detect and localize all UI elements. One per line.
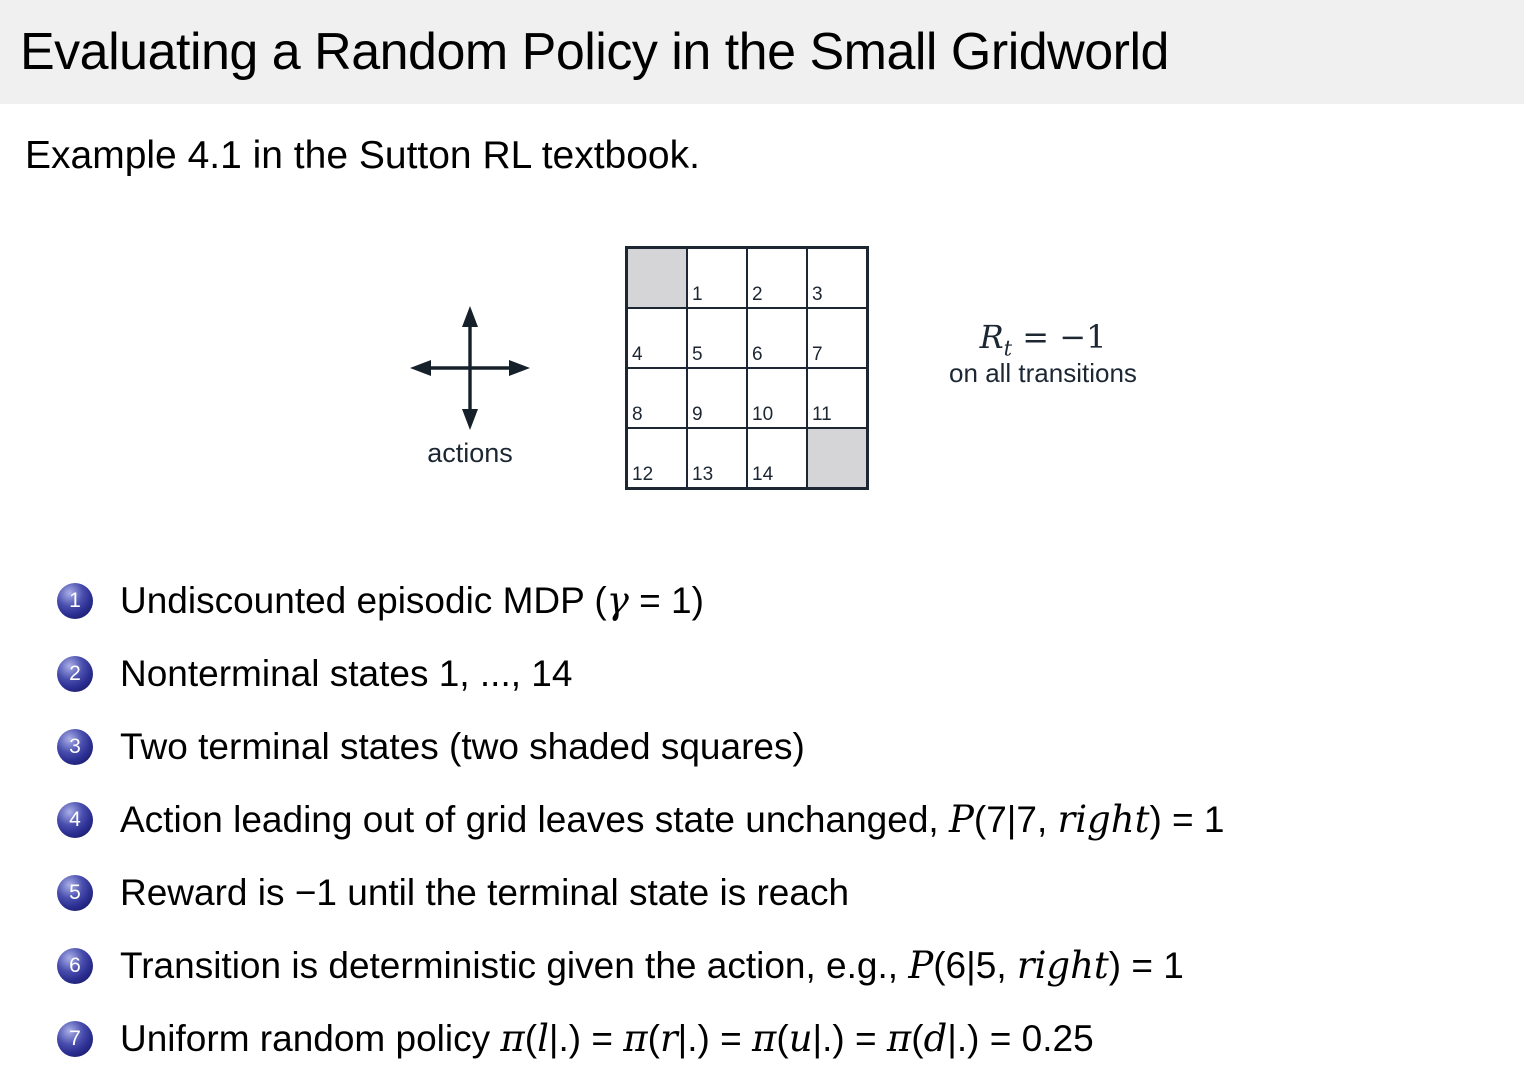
reward-block <box>928 318 1158 388</box>
grid-cell-terminal <box>628 249 686 307</box>
grid-cell-label: 3 <box>812 284 823 305</box>
item-text: Nonterminal states 1, ..., 14 <box>120 652 573 694</box>
grid-cell-label: 8 <box>632 404 643 425</box>
reward-formula <box>928 318 1158 361</box>
item-text: Undiscounted episodic MDP (γ = 1) <box>120 579 704 622</box>
grid-cell-label: 14 <box>752 464 774 485</box>
grid-cell <box>628 429 686 487</box>
grid-cell-label: 12 <box>632 464 654 485</box>
list-item <box>57 929 1225 1002</box>
grid-cell <box>748 429 806 487</box>
grid-cell <box>688 429 746 487</box>
actions-cross-icon <box>408 306 532 430</box>
grid-cell <box>628 369 686 427</box>
grid-cell <box>688 249 746 307</box>
list-item <box>57 564 1225 637</box>
grid-cell-label: 5 <box>692 344 703 365</box>
grid-cell-label: 10 <box>752 404 774 425</box>
item-number-badge: 5 <box>57 875 93 911</box>
grid-cell <box>748 369 806 427</box>
list-item <box>57 710 1225 783</box>
item-text: Action leading out of grid leaves state unchanged, P(7|7, right) = 1 <box>120 798 1225 841</box>
actions-label: actions <box>427 438 513 468</box>
item-text: Reward is −1 until the terminal state is reach <box>120 871 850 913</box>
grid-cell <box>688 309 746 367</box>
title-band <box>0 0 1524 104</box>
grid-cell-label: 7 <box>812 344 823 365</box>
grid-cell <box>688 369 746 427</box>
item-number-badge: 1 <box>57 583 93 619</box>
item-text: Two terminal states (two shaded squares) <box>120 725 805 767</box>
grid-cell-label: 1 <box>692 284 703 305</box>
reward-equals: = −1 <box>1012 318 1107 356</box>
grid-cell-terminal <box>808 429 866 487</box>
reward-variable: R <box>979 318 1004 356</box>
item-text: Uniform random policy π(l|.) = π(r|.) = π(u|.) = π(d|.) = 0.25 <box>120 1017 1094 1060</box>
slide-title: Evaluating a Random Policy in the Small Gridworld <box>20 23 1169 81</box>
list-item <box>57 1002 1225 1075</box>
grid-cell <box>808 249 866 307</box>
gridworld-grid <box>625 246 869 490</box>
grid-cell-label: 9 <box>692 404 703 425</box>
item-number-badge: 7 <box>57 1021 93 1057</box>
list-item <box>57 783 1225 856</box>
grid-cell-label: 2 <box>752 284 763 305</box>
grid-cell <box>748 309 806 367</box>
grid-cell-label: 6 <box>752 344 763 365</box>
grid-cell <box>748 249 806 307</box>
list-item <box>57 637 1225 710</box>
item-number-badge: 2 <box>57 656 93 692</box>
grid-cell <box>628 309 686 367</box>
item-list <box>57 564 1225 1075</box>
reward-note: on all transitions <box>949 358 1137 388</box>
grid-cell <box>808 369 866 427</box>
grid-cell-label: 13 <box>692 464 714 485</box>
grid-cell-label: 4 <box>632 344 643 365</box>
subtitle: Example 4.1 in the Sutton RL textbook. <box>25 134 700 177</box>
item-number-badge: 3 <box>57 729 93 765</box>
item-number-badge: 6 <box>57 948 93 984</box>
item-text: Transition is deterministic given the action, e.g., P(6|5, right) = 1 <box>120 944 1184 987</box>
grid-cell <box>808 309 866 367</box>
item-number-badge: 4 <box>57 802 93 838</box>
grid-cell-label: 11 <box>812 404 832 425</box>
reward-subscript: t <box>1003 336 1013 361</box>
list-item <box>57 856 1225 929</box>
